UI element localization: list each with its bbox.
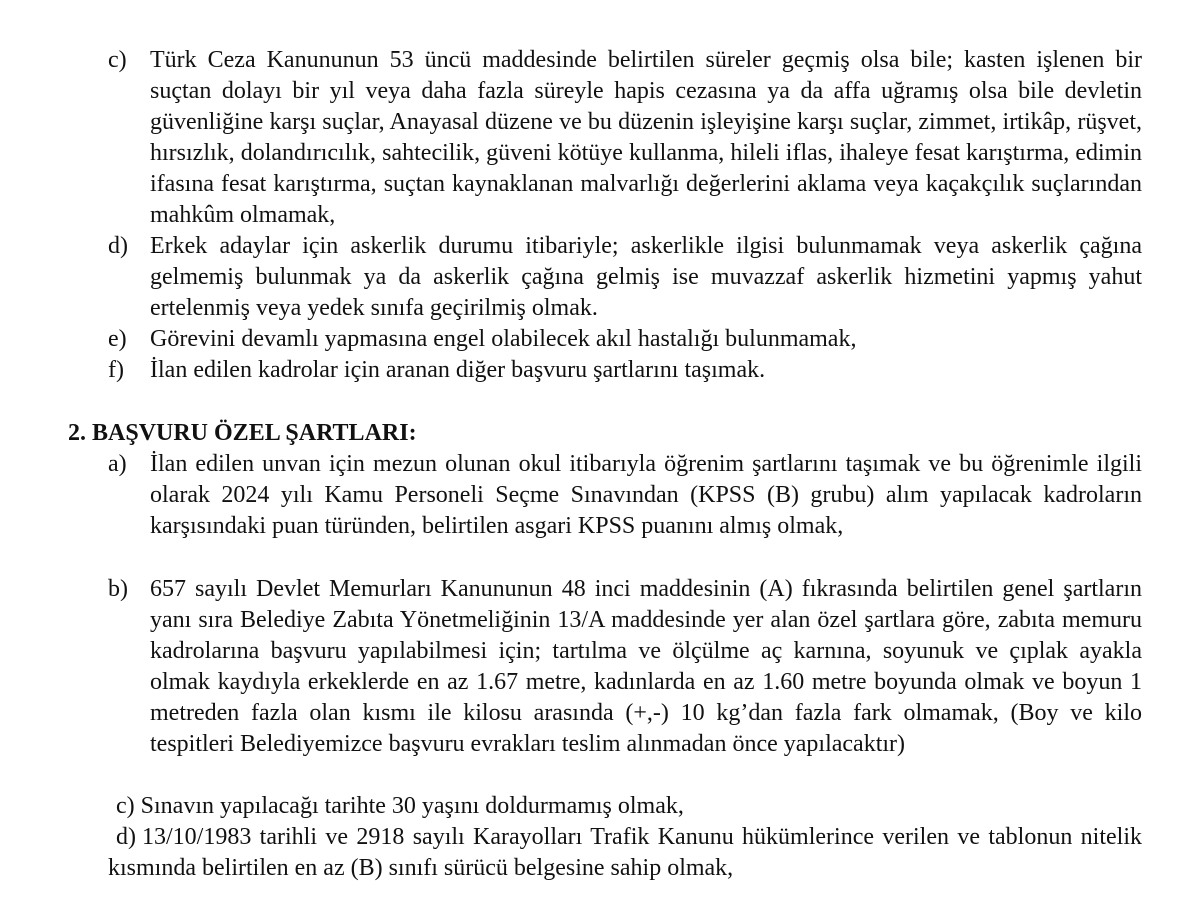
list-item-text: İlan edilen unvan için mezun olunan okul itibarıyla öğrenim şartlarını taşımak ve bu öğrenimle ilgili olarak 2024 yılı Kamu Personeli Seçme Sınavından (KPSS (B) grubu) alım yapılacak kadroların karşısındaki puan türünden, belirtilen asgari KPSS puanını almış olmak, [150,451,1142,539]
list-item [108,45,1142,231]
list-item-text: Erkek adaylar için askerlik durumu itibariyle; askerlikle ilgisi bulunmamak veya askerlik çağına gelmemiş bulunmak ya da askerlik çağına gelmiş ise muvazzaf askerlik hizmetini yapmış yahut ertelenmiş veya yedek sınıfa geçirilmiş olmak. [150,233,1142,321]
list-item-text: 657 sayılı Devlet Memurları Kanununun 48 inci maddesinin (A) fıkrasında belirtilen genel şartların yanı sıra Belediye Zabıta Yönetmeliğinin 13/A maddesinde yer alan özel şartlara göre, zabıta memuru kadrolarına başvuru yapılabilmesi için; tartılma ve ölçülme aç karnına, soyunuk ve çıplak ayakla olmak kaydıyla erkeklerde en az 1.67 metre, kadınlarda en az 1.60 metre boyunda olmak ve boyun 1 metreden fazla olan kısmı ile kilosu arasında (+,-) 10 kg’dan fazla fark olmamak, (Boy ve kilo tespitleri Belediyemizce başvuru evrakları teslim alınmadan önce yapılacaktır) [150,576,1142,757]
list-item [108,231,1142,324]
list-item [108,449,1142,542]
list-item [108,574,1142,760]
list-marker: c) [108,47,127,73]
list-item-text: Sınavın yapılacağı tarihte 30 yaşını doldurmamış olmak, [140,793,684,819]
list-item [108,355,1142,386]
list-item-text: Görevini devamlı yapmasına engel olabilecek akıl hastalığı bulunmamak, [150,326,857,352]
section-heading: 2. BAŞVURU ÖZEL ŞARTLARI: [68,420,417,446]
list-marker: c) [116,793,135,819]
list-marker: b) [108,576,128,602]
list-item [108,324,1142,355]
list-marker: e) [108,326,127,352]
list-marker: a) [108,451,127,477]
list-marker: f) [108,357,124,383]
list-item [116,791,1142,822]
list-marker: d) [108,233,128,259]
list-item [108,822,1142,884]
list-item-text: İlan edilen kadrolar için aranan diğer başvuru şartlarını taşımak. [150,357,766,383]
list-marker: d) [116,824,136,850]
list-item-text: Türk Ceza Kanununun 53 üncü maddesinde belirtilen süreler geçmiş olsa bile; kasten işlenen bir suçtan dolayı bir yıl veya daha fazla süreyle hapis cezasına ya da affa uğramış olsa bile devletin güvenliğine karşı suçlar, Anayasal düzene ve bu düzenin işleyişine karşı suçlar, zimmet, irtikâp, rüşvet, hırsızlık, dolandırıcılık, sahtecilik, güveni kötüye kullanma, hileli iflas, ihaleye fesat karıştırma, edimin ifasına fesat karıştırma, suçtan kaynaklanan malvarlığı değerlerini aklama veya kaçakçılık suçlarından mahkûm olmamak, [150,47,1142,228]
list-item-text: 13/10/1983 tarihli ve 2918 sayılı Karayolları Trafik Kanunu hükümlerince verilen ve tablonun nitelik kısmında belirtilen en az (B) sınıfı sürücü belgesine sahip olmak, [108,824,1142,881]
